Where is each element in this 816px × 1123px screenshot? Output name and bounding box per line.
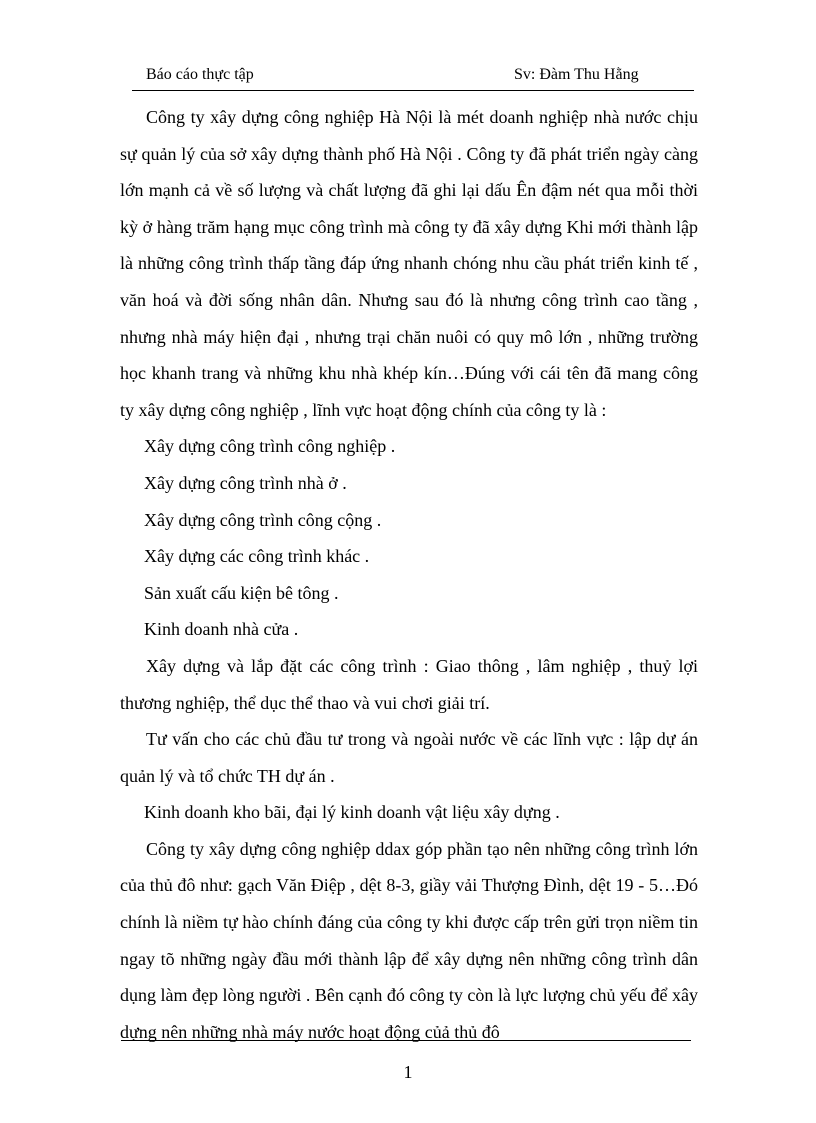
activity-item-6: Kinh doanh nhà cửa . — [144, 619, 299, 640]
page-number: 1 — [403, 1062, 413, 1082]
activity-item-7: Xây dựng và lắp đặt các công trình : Giao thông , lâm nghiệp , thuỷ lợi thương nghiệp, thể dục thể thao và vui chơi giải trí. — [120, 655, 698, 713]
activity-item-8: Tư vấn cho các chủ đầu tư trong và ngoài nước về các lĩnh vực : lập dự án quản lý và tổ chức TH dự án . — [120, 729, 698, 786]
activity-item-2: Xây dựng công trình nhà ở . — [144, 472, 347, 493]
document-body — [120, 99, 698, 1050]
header-report-title: Báo cáo thực tập — [146, 66, 254, 83]
activity-item-3: Xây dựng công trình công cộng . — [144, 509, 382, 530]
activity-item-1: Xây dựng công trình công nghiệp . — [144, 436, 396, 457]
closing-paragraph: Công ty xây dựng công nghiệp ddax góp phần tạo nên những công trình lớn của thủ đô như: gạch Văn Điệp , dệt 8-3, giầy vải Thượng Đình, dệt 19 - 5…Đó chính là niềm tự hào chính đáng của công ty khi được cấp trên gửi trọn niềm tin ngay tõ những ngày đầu mới thành lập để xây dựng nên những công trình dân dụng làm đẹp lòng người . Bên cạnh đó công ty còn là lực lượng chủ yếu để xây dựng nên những nhà máy nước hoạt động củả thủ đô — [120, 838, 698, 1042]
activity-item-5: Sản xuất cấu kiện bê tông . — [144, 582, 339, 603]
footer-divider — [121, 1040, 691, 1041]
intro-paragraph: Công ty xây dựng công nghiệp Hà Nội là mét doanh nghiệp nhà nước chịu sự quản lý của sở xây dựng thành phố Hà Nội . Công ty đã phát triển ngày càng lớn mạnh cả về số lượng và chất lượng đã ghi lại dấu Ên đậm nét qua mỗi thời kỳ ở hàng trăm hạng mục công trình mà công ty đã xây dựng Khi mới thành lập là những công trình thấp tầng đáp ứng nhanh chóng nhu cầu phát triển kinh tế , văn hoá và đời sống nhân dân. Nhưng sau đó là nhưng công trình cao tầng , nhưng nhà máy hiện đại , nhưng trại chăn nuôi có quy mô lớn , những trường học khanh trang và những khu nhà khép kín…Đúng với cái tên đã mang công ty xây dựng công nghiệp , lĩnh vực hoạt động chính của công ty là : — [120, 107, 698, 420]
activity-item-4: Xây dựng các công trình khác . — [144, 546, 370, 567]
page-header — [132, 66, 694, 91]
activity-item-9: Kinh doanh kho bãi, đại lý kinh doanh vật liệu xây dựng . — [144, 802, 560, 823]
header-student-name: Sv: Đàm Thu Hằng — [514, 66, 639, 83]
